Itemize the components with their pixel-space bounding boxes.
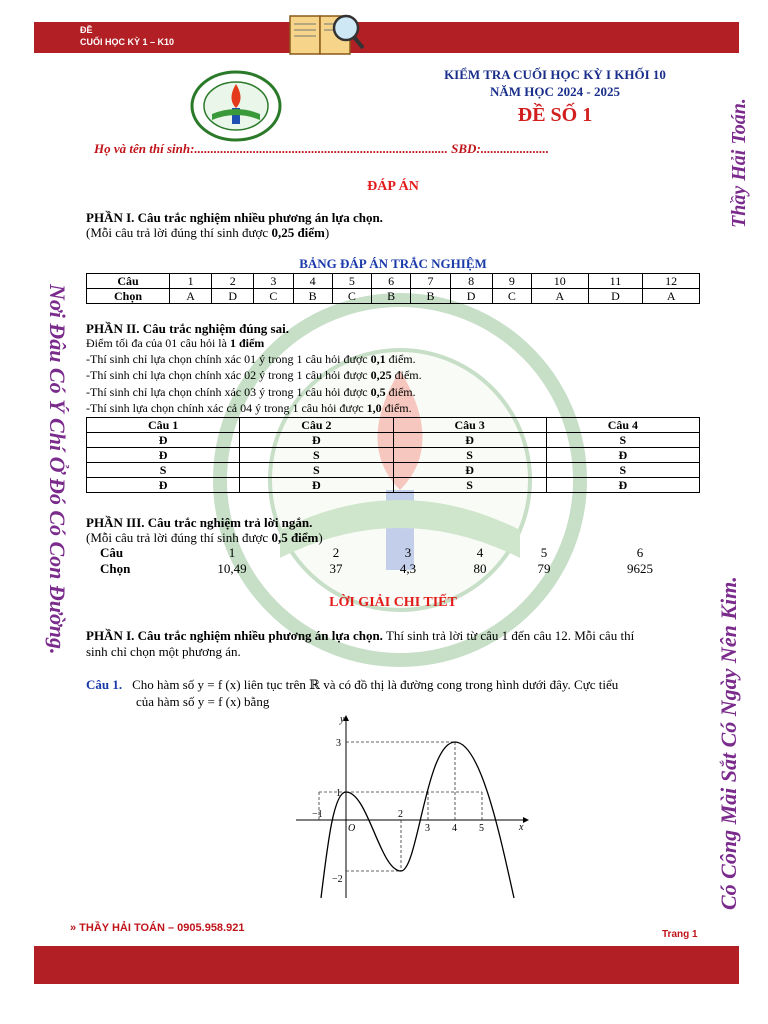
part1-note: (Mỗi câu trả lời đúng thí sinh được 0,25 điểm) [86, 225, 330, 240]
column-header: Câu 2 [240, 418, 393, 433]
answer-cell: B [293, 289, 332, 304]
side-text-left [32, 282, 82, 692]
q-number: 7 [411, 274, 450, 289]
question-1-text-line2: của hàm số y = f (x) bằng [136, 694, 270, 709]
part3-answer-table [100, 545, 704, 577]
side-text-left-label: Nơi Đâu Có Ý Chí Ở Đó Có Con Đường. [45, 284, 70, 655]
school-logo [190, 70, 282, 142]
answer-cell: D [212, 289, 254, 304]
table-row [100, 561, 704, 577]
q-number: 11 [588, 274, 643, 289]
answer-cell: Đ [87, 448, 240, 463]
answer-cell: S [240, 448, 393, 463]
answer-cell: Đ [240, 433, 393, 448]
q-number: 8 [450, 274, 492, 289]
book-magnifier-icon [286, 6, 366, 64]
side-text-right-bottom-label: Có Công Mài Sắt Có Ngày Nên Kim. [716, 576, 741, 910]
q-number: 12 [643, 274, 700, 289]
table-row [87, 274, 700, 289]
answer-cell: B [411, 289, 450, 304]
q-number: 3 [404, 545, 412, 560]
solution-heading: PHẦN I. Câu trắc nghiệm nhiều phương án lựa chọn. Thí sinh trả lời từ câu 1 đến câu 12. Mỗi câu thí [86, 628, 635, 643]
answer-table-title: BẢNG ĐÁP ÁN TRẮC NGHIỆM [299, 256, 487, 271]
side-text-right-top [719, 70, 759, 230]
x-tick-label: 2 [398, 809, 403, 820]
exam-title-line-1: KIỂM TRA CUỐI HỌC KỲ I KHỐI 10 [444, 67, 666, 82]
q-number: 9 [492, 274, 531, 289]
exam-title-line-2: NĂM HỌC 2024 - 2025 [490, 84, 620, 99]
table-row [87, 478, 700, 493]
answer-title: ĐÁP ÁN [367, 179, 419, 194]
part2-heading: PHẦN II. Câu trắc nghiệm đúng sai. [86, 321, 289, 336]
row-label-cau: Câu [87, 274, 170, 289]
answer-cell: B [372, 289, 411, 304]
header-line-1: ĐỀ [80, 25, 93, 35]
answer-cell: Đ [393, 433, 546, 448]
part1-answer-table [86, 273, 700, 304]
answer-cell: S [393, 478, 546, 493]
column-header: Câu 3 [393, 418, 546, 433]
footer-bar [34, 946, 739, 984]
q-number: 5 [540, 545, 548, 560]
part3-heading: PHẦN III. Câu trắc nghiệm trả lời ngắn. [86, 515, 313, 530]
part3-note: (Mỗi câu trả lời đúng thí sinh được 0,5 điểm) [86, 530, 323, 545]
y-tick-label: −2 [332, 874, 343, 885]
answer-cell: 9625 [627, 561, 653, 576]
q-number: 6 [636, 545, 644, 560]
header-line-2: CUỐI HỌC KỲ 1 – K10 [80, 37, 175, 47]
solution-title: LỜI GIẢI CHI TIẾT [329, 595, 457, 610]
exam-title [380, 66, 730, 100]
q-number: 2 [212, 274, 254, 289]
answer-cell: D [450, 289, 492, 304]
answer-cell: Đ [393, 463, 546, 478]
q-number: 6 [372, 274, 411, 289]
question-1 [86, 677, 618, 692]
answer-cell: C [492, 289, 531, 304]
answer-cell: C [332, 289, 371, 304]
part2-rule: -Thí sinh lựa chọn chính xác cả 04 ý trong 1 câu hỏi được 1,0 điểm. [86, 401, 412, 415]
part1-heading: PHẦN I. Câu trắc nghiệm nhiều phương án lựa chọn. [86, 210, 383, 225]
q-number: 2 [332, 545, 340, 560]
question-1-text: Cho hàm số y = f (x) liên tục trên ℝ và có đồ thị là đường cong trong hình dưới đây. Cực tiểu [132, 677, 619, 692]
q-number: 4 [476, 545, 484, 560]
answer-cell: 79 [537, 561, 551, 576]
answer-cell: Đ [240, 478, 393, 493]
answer-cell: A [170, 289, 212, 304]
answer-cell: S [546, 463, 699, 478]
origin-label: O [348, 823, 356, 834]
y-tick-label: 1 [336, 788, 341, 799]
answer-cell: S [240, 463, 393, 478]
q-number: 4 [293, 274, 332, 289]
answer-cell: A [643, 289, 700, 304]
answer-cell: Đ [546, 448, 699, 463]
part2-answer-table [86, 417, 700, 493]
answer-cell: 10,49 [217, 561, 247, 576]
question-1-label: Câu 1. [86, 677, 123, 692]
part2-rule: -Thí sinh chỉ lựa chọn chính xác 02 ý trong 1 câu hỏi được 0,25 điểm. [86, 368, 422, 382]
answer-cell: S [546, 433, 699, 448]
exam-number: ĐỀ SỐ 1 [517, 104, 593, 126]
answer-cell: S [393, 448, 546, 463]
footer-author: » THẦY HẢI TOÁN – 0905.958.921 [70, 922, 245, 934]
answer-cell: Đ [87, 433, 240, 448]
q-number: 1 [170, 274, 212, 289]
y-axis-label: y [340, 714, 345, 725]
part2-rule: -Thí sinh chỉ lựa chọn chính xác 01 ý trong 1 câu hỏi được 0,1 điểm. [86, 352, 416, 366]
table-row [87, 289, 700, 304]
header-label [80, 24, 174, 48]
table-row [87, 448, 700, 463]
page-number: Trang 1 [662, 929, 698, 940]
solution-heading-line2: sinh chỉ chọn một phương án. [86, 644, 241, 659]
x-tick-label: 3 [425, 823, 430, 834]
q-number: 10 [531, 274, 588, 289]
answer-cell: Đ [87, 478, 240, 493]
table-row [87, 463, 700, 478]
y-tick-label: 3 [336, 738, 341, 749]
candidate-name-line: Họ và tên thí sinh:.............................................................................. SBD:..................... [94, 141, 550, 156]
column-header: Câu 4 [546, 418, 699, 433]
function-graph [296, 710, 536, 900]
q-number: 5 [332, 274, 371, 289]
row-label-chon: Chọn [87, 289, 170, 304]
side-text-right-top-label: Thầy Hải Toán. [728, 98, 750, 228]
table-row [87, 433, 700, 448]
answer-cell: 4,3 [399, 561, 417, 576]
q-number: 3 [254, 274, 293, 289]
side-text-right-bottom [706, 540, 754, 912]
guide-lines [319, 742, 482, 871]
answer-cell: Đ [546, 478, 699, 493]
x-tick-label: 5 [479, 823, 484, 834]
table-row [87, 418, 700, 433]
part2-max: Điểm tối đa của 01 câu hỏi là 1 điểm [86, 336, 265, 350]
x-tick-label: 4 [452, 823, 457, 834]
part2-rule: -Thí sinh chỉ lựa chọn chính xác 03 ý trong 1 câu hỏi được 0,5 điểm. [86, 385, 416, 399]
table-row [100, 545, 704, 561]
answer-cell: 80 [473, 561, 487, 576]
row-label-chon: Chọn [100, 561, 131, 576]
answer-cell: S [87, 463, 240, 478]
x-tick-label: −1 [312, 809, 323, 820]
answer-cell: 37 [329, 561, 343, 576]
q-number: 1 [228, 545, 236, 560]
answer-cell: C [254, 289, 293, 304]
answer-cell: D [588, 289, 643, 304]
x-axis-label: x [519, 822, 524, 833]
row-label-cau: Câu [100, 545, 124, 560]
column-header: Câu 1 [87, 418, 240, 433]
answer-cell: A [531, 289, 588, 304]
